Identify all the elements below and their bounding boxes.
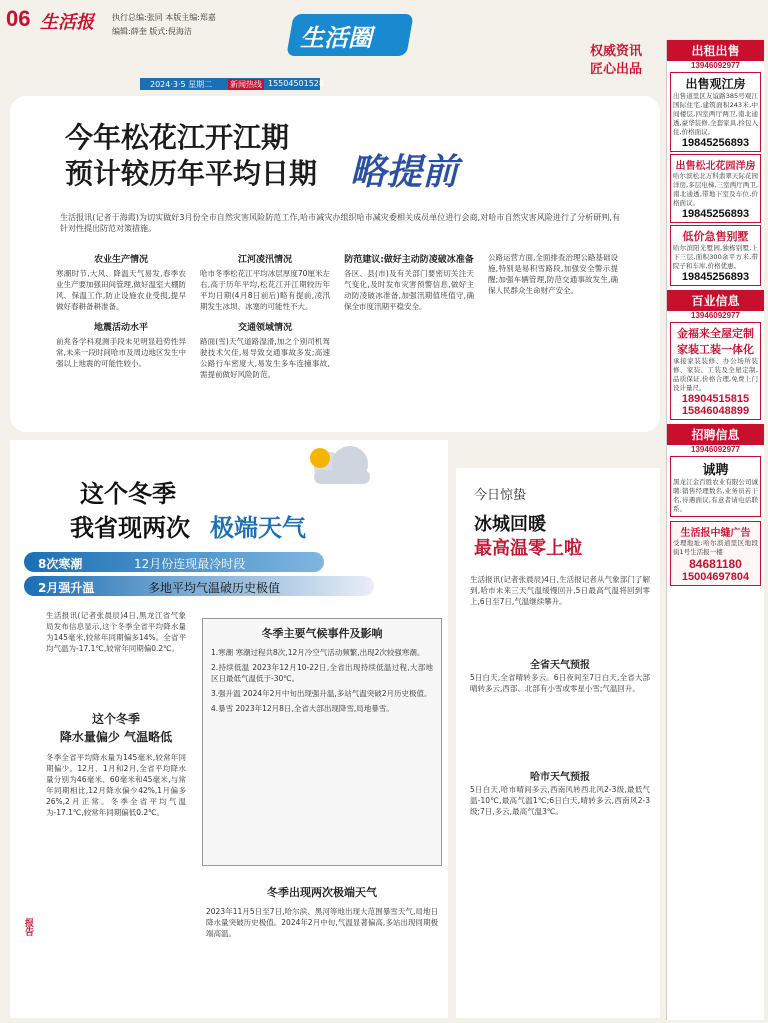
section-title: 生活圈 xyxy=(300,24,372,52)
extreme-body: 2023年11月5日至7日,哈尔滨、黑河等地出现大范围暴雪天气,局地日降水量突破历史极值。2024年2月中旬,气温显著偏高,多站出现同期极端高温。 xyxy=(206,907,438,938)
forecast-1-head: 全省天气预报 xyxy=(530,660,590,671)
ad-box xyxy=(670,154,761,223)
lead-title-2: 预计较历年平均日期 xyxy=(65,157,318,190)
slogan-1: 权威资讯 xyxy=(590,44,643,59)
hotline-label: 新闻热线 xyxy=(230,80,262,89)
ad-phone: 19845256893 xyxy=(681,271,750,283)
hotline-number: 15504501528 xyxy=(268,79,324,88)
ad-box xyxy=(670,322,761,420)
lead-col-2 xyxy=(200,252,330,380)
tag-2-num: 2月强升温 xyxy=(38,581,95,595)
margin-note: 报告 xyxy=(23,918,33,936)
warm-title-2: 最高温零上啦 xyxy=(474,538,582,559)
page-number: 06 xyxy=(6,6,31,31)
ad-box xyxy=(670,521,761,586)
lead-col-1 xyxy=(56,252,186,369)
section-head: 地震活动水平 xyxy=(93,323,148,333)
section-body: 公路运营方面,全面排查治理公路基础设施,特别是易积雪路段,加强安全警示提醒;加强车辆管理,防范交通事故发生,确保人民群众生命财产安全。 xyxy=(488,253,618,295)
section-body: 前兆各学科观测手段未见明显趋势性异常,未来一段时间哈市及周边地区发生中强以上地震的可能性较小。 xyxy=(56,337,186,368)
slogan-2: 匠心出品 xyxy=(590,62,643,77)
staff-line-1: 执行总编:张同 本版主编:郑嘉 xyxy=(112,13,216,22)
ad-text: 受理地址:哈尔滨道里区地段街1号生活报一楼 xyxy=(673,539,758,556)
ad-text: 哈尔滨松北万科翡翠天际花园洋房,多层电梯,三室两厅两卫,南北通透,带地下室及车位,价格面议。 xyxy=(673,172,758,207)
ad-phone: 84681180 xyxy=(689,557,742,571)
ad-phone-small: 13946092977 xyxy=(691,311,740,320)
warm-article xyxy=(456,468,660,1018)
events-box-title: 冬季主要气候事件及影响 xyxy=(261,627,383,640)
ad-box xyxy=(670,72,761,152)
ad-box xyxy=(670,225,761,286)
ad-title: 出售松北花园洋房 xyxy=(675,161,756,172)
section-body: 寒潮时节,大风、降温天气易发,春季农业生产要加强田间管理,做好温室大棚防风、保温工作,防止设施农业受损,提早做好春耕备耕准备。 xyxy=(56,269,186,311)
section-head: 交通领域情况 xyxy=(237,323,292,333)
lead-col-3 xyxy=(344,252,474,312)
brand-logo: 生活报 xyxy=(40,12,94,33)
warm-intro: 生活报讯(记者张晨辰)4日,生活报记者从气象部门了解到,哈市未来三天气温缓慢回升,5日最高气温将回到零上,6日至7日,气温继续攀升。 xyxy=(470,575,650,606)
ad-title: 金福来全屋定制 家装工装一体化 xyxy=(677,327,754,356)
events-box xyxy=(202,618,442,866)
cold-title-1: 这个冬季 xyxy=(80,479,176,508)
ad-section-head: 出租出售 xyxy=(667,40,764,61)
ad-phone-2: 15004697804 xyxy=(681,571,750,583)
lead-title-1: 今年松花江开江期 xyxy=(65,121,290,154)
lead-intro: 生活报讯(记者于海霞)为切实做好3月份全市自然灾害风险防范工作,哈市减灾办组织哈市减灾委相关成员单位进行会商,对哈市自然灾害风险进行了分析研判,有针对性提出防范对策措施。 xyxy=(60,213,620,233)
section-body: 各区、县(市)及有关部门要密切关注天气变化,及时发布灾害预警信息,做好主动防凌破冰准备,加强汛期值班值守,确保全市度汛期平稳安全。 xyxy=(344,269,474,311)
events-item: 2.持续低温 2023年12月10-22日,全省出现持续低温过程,大部地区日最低气温低于-30℃。 xyxy=(211,663,433,683)
ad-text: 承接家装装修、办公场所装修、家装、工装及全屋定制,品质保证,价格合理,免费上门设计量尺。 xyxy=(673,357,758,392)
forecast-2-head: 哈市天气预报 xyxy=(530,772,590,783)
lead-title-accent: 略提前 xyxy=(350,151,459,193)
ad-phone: 19845256893 xyxy=(681,137,750,149)
section-head: 农业生产情况 xyxy=(93,255,148,265)
tag-1-text: 12月份连现最冷时段 xyxy=(134,557,246,571)
tag-2 xyxy=(24,576,374,596)
events-item: 3.强升温 2024年2月中旬出现强升温,多站气温突破2月历史极值。 xyxy=(211,689,432,698)
cold-intro: 生活报讯(记者张晨辰)4日,黑龙江省气象局发布信息显示,这个冬季全省平均降水量为145毫米,较常年同期偏多14%。全省平均气温为-17.1℃,较常年同期偏0.2℃。 xyxy=(46,611,186,653)
section-head: 防范建议:做好主动防凌破冰准备 xyxy=(344,255,474,265)
cold-sub-head-1: 这个冬季 xyxy=(91,712,140,726)
cold-sub-body: 冬季全省平均降水量为145毫米,较常年同期偏少。12月、1月和2月,全省平均降水量分别为46毫米、60毫米和45毫米,与常年同期相比,12月降水偏少42%,1月偏多26%,2月正常。冬季全省平均气温为-17.1℃,较常年同期偏低0.2℃。 xyxy=(46,753,186,817)
extreme-head: 冬季出现两次极端天气 xyxy=(267,886,377,899)
lead-article xyxy=(10,96,660,432)
ad-phone-2: 15846048899 xyxy=(681,405,750,417)
forecast-2-body: 5日白天,哈市晴间多云,西南风转西北风2-3级,最低气温-10℃,最高气温1℃;6日白天,晴转多云,西南风2-3级;7日,多云,最高气温3℃。 xyxy=(470,785,650,816)
ad-text: 黑龙江金百胜农业有限公司诚聘:销售经理数名,业务员若干名,待遇面议,有意者请电话联系。 xyxy=(673,478,758,513)
events-item: 4.暴雪 2023年12月8日,全省大部出现降雪,局地暴雪。 xyxy=(211,704,394,713)
ad-phone: 18904515815 xyxy=(681,393,750,405)
section-body: 路面(雪)天气道路湿滑,加之个别司机驾驶技术欠佳,易导致交通事故多发;高速公路行车密度大,易发生多车连撞事故,需提前做好风险防范。 xyxy=(200,337,330,379)
masthead xyxy=(0,0,662,90)
warm-title-1: 冰城回暖 xyxy=(474,514,546,535)
section-body: 哈市冬季松花江平均冰层厚度70厘米左右,高于历年平均,松花江开江期较历年平均日期(4月8日前后)略有提前,凌汛期发生冰坝、冰塞的可能性不大。 xyxy=(200,269,330,311)
events-item: 1.寒潮 寒潮过程共8次,12月冷空气活动频繁,出现2次较强寒潮。 xyxy=(211,648,425,657)
ad-text: 哈尔滨阳光墅园,独栋别墅,上下三层,面积300余平方米,带院子和车库,价格优惠。 xyxy=(673,244,758,270)
ad-title: 生活报中缝广告 xyxy=(680,528,751,539)
ad-text: 出售道里区友谊路385号观江国际住宅,建筑面积243米,中间楼层,四室两厅两卫,南北通透,豪华装修,全套家具,拎包入住,价格面议。 xyxy=(673,92,758,136)
tag-2-text: 多地平均气温破历史极值 xyxy=(148,581,281,595)
ad-section-head: 招聘信息 xyxy=(667,424,764,445)
cold-title-2b: 极端天气 xyxy=(210,513,306,542)
forecast-1-body: 5日白天,全省晴转多云。6日夜间至7日白天,全省大部晴转多云,西部、北部有小雪或零星小雪;气温回升。 xyxy=(470,673,650,693)
cloud-icon xyxy=(300,440,380,494)
ad-title: 低价急售别墅 xyxy=(682,230,749,243)
lead-col-4 xyxy=(488,252,618,296)
ad-phone-small: 13946092977 xyxy=(691,445,740,454)
tag-1-num: 8次寒潮 xyxy=(38,557,83,571)
ad-title: 出售观江房 xyxy=(685,77,746,91)
cold-sub-head-2: 降水量偏少 气温略低 xyxy=(59,730,173,744)
ad-title: 诚聘 xyxy=(702,463,729,478)
ad-phone-small: 13946092977 xyxy=(691,61,740,70)
warm-kicker: 今日惊蛰 xyxy=(474,488,527,503)
ad-box xyxy=(670,456,761,517)
ad-column xyxy=(666,40,764,1020)
cold-article xyxy=(10,440,448,1018)
cold-title-2a: 我省现两次 xyxy=(70,513,190,542)
tag-1 xyxy=(24,552,324,572)
staff-line-2: 编辑:薛奎 版式:倪海洁 xyxy=(112,27,192,36)
ad-section-head: 百业信息 xyxy=(667,290,764,311)
section-head: 江河凌汛情况 xyxy=(237,255,292,265)
ad-phone: 19845256893 xyxy=(681,208,750,220)
date-label: 2024·3·5 星期二 xyxy=(150,80,213,89)
